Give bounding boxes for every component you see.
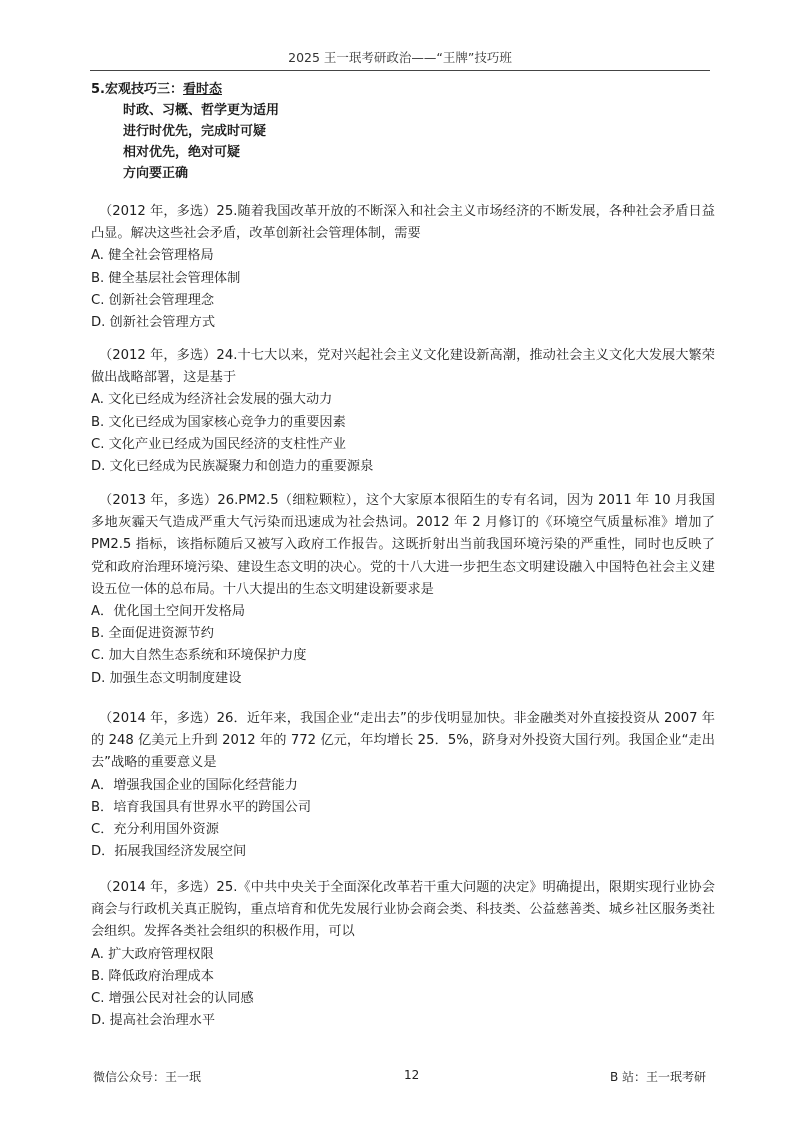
- option-a: A. 文化已经成为经济社会发展的强大动力: [91, 392, 333, 408]
- option-c: C．充分利用国外资源: [91, 822, 219, 838]
- footer-wechat: 微信公众号：王一珉: [93, 1070, 202, 1084]
- technique-title-keyword: 看时态: [182, 82, 222, 97]
- question-4: [91, 708, 715, 863]
- question-2: [91, 345, 715, 478]
- footer-bilibili: B 站：王一珉考研: [610, 1070, 707, 1084]
- question-stem: （2014 年，多选）25.《中共中央关于全面深化改革若干重大问题的决定》明确提出，限期实现行业协会商会与行政机关真正脱钩，重点培育和优先发展行业协会商会类、科技类、公益慈善类、城乡社区服务类社会组织。发挥各类社会组织的积极作用，可以: [91, 880, 715, 940]
- option-c: C. 加大自然生态系统和环境保护力度: [91, 648, 307, 664]
- option-b: B. 降低政府治理成本: [91, 968, 214, 984]
- option-d: D. 文化已经成为民族凝聚力和创造力的重要源泉: [91, 459, 374, 475]
- technique-line: 相对优先，绝对可疑: [123, 145, 241, 160]
- page-header: 2025 王一珉考研政治——“王牌”技巧班: [90, 48, 710, 71]
- option-c: C. 文化产业已经成为国民经济的支柱性产业: [91, 436, 346, 452]
- question-stem: （2013 年，多选）26.PM2.5（细粒颗粒），这个大家原本很陌生的专有名词，因为 2011 年 10 月我国多地灰霾天气造成严重大气污染而迅速成为社会热词。2012 年 2 月修订的《环境空气质量标准》增加了 PM2.5 指标，该指标随后又被写入政府工作报告。这既折射出当前我国环境污染的严重性，同时也反映了党和政府治理环境污染、建设生态文明的决心。党的十八大进一步把生态文明建设融入中国特色社会主义建设五位一体的总布局。十八大提出的生态文明建设新要求是: [91, 493, 715, 597]
- technique-line: 方向要正确: [123, 166, 189, 181]
- question-1: [91, 201, 715, 334]
- option-a: A. 扩大政府管理权限: [91, 946, 214, 962]
- technique-line: 时政、习概、哲学更为适用: [123, 103, 280, 118]
- option-b: B. 全面促进资源节约: [91, 626, 214, 642]
- option-d: D. 加强生态文明制度建设: [91, 670, 242, 686]
- option-d: D．拓展我国经济发展空间: [91, 844, 247, 860]
- option-a: A．优化国土空间开发格局: [91, 604, 246, 620]
- option-b: B．培育我国具有世界水平的跨国公司: [91, 799, 312, 815]
- option-d: D. 提高社会治理水平: [91, 1013, 216, 1029]
- technique-block: [91, 79, 279, 184]
- question-3: [91, 490, 715, 690]
- technique-title-prefix: 5.宏观技巧三：: [91, 82, 183, 97]
- technique-title: [91, 79, 279, 100]
- option-c: C. 增强公民对社会的认同感: [91, 991, 254, 1007]
- question-stem: （2012 年，多选）25.随着我国改革开放的不断深入和社会主义市场经济的不断发展，各种社会矛盾日益凸显。解决这些社会矛盾，改革创新社会管理体制，需要: [91, 204, 715, 242]
- page-number: 12: [404, 1068, 420, 1082]
- technique-line: 进行时优先，完成时可疑: [123, 124, 267, 139]
- option-c: C. 创新社会管理理念: [91, 292, 215, 308]
- option-a: A. 健全社会管理格局: [91, 248, 214, 264]
- option-d: D. 创新社会管理方式: [91, 315, 216, 331]
- option-b: B. 文化已经成为国家核心竞争力的重要因素: [91, 414, 346, 430]
- question-stem: （2014 年，多选）26．近年来，我国企业“走出去”的步伐明显加快。非金融类对外直接投资从 2007 年的 248 亿美元上升到 2012 年的 772 亿元，年均增长 25．5%，跻身对外投资大国行列。我国企业“走出去”战略的重要意义是: [91, 711, 715, 771]
- option-a: A．增强我国企业的国际化经营能力: [91, 777, 298, 793]
- option-b: B. 健全基层社会管理体制: [91, 270, 241, 286]
- question-stem: （2012 年，多选）24.十七大以来，党对兴起社会主义文化建设新高潮，推动社会主义文化大发展大繁荣做出战略部署，这是基于: [91, 348, 715, 386]
- question-5: [91, 877, 715, 1032]
